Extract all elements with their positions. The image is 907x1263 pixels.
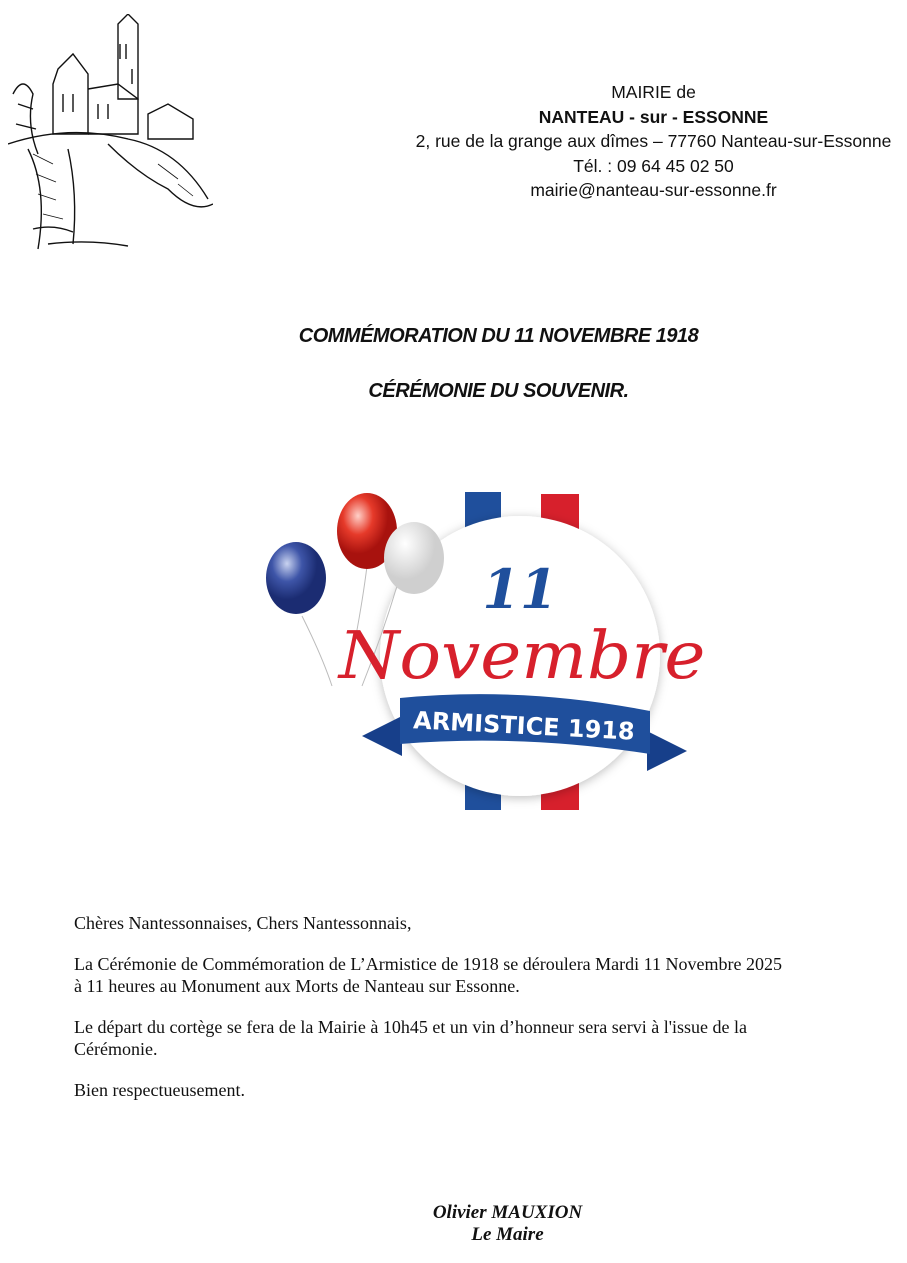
balloon-blue [266,542,326,614]
closing: Bien respectueusement. [74,1080,245,1100]
day-number: 11 [482,557,558,621]
letter-body [74,912,894,1120]
paragraph-procession [74,1016,894,1060]
email: mairie@nanteau-sur-essonne.fr [530,180,777,200]
signature-block [400,1202,615,1246]
paragraph-ceremony [74,953,894,997]
document-subtitle: CÉRÉMONIE DU SOUVENIR. [368,380,629,402]
town-hall-header [400,80,907,203]
town-name: NANTEAU - sur - ESSONNE [538,106,769,127]
paragraph1-line2: à 11 heures au Monument aux Morts de Nanteau sur Essonne. [74,976,520,996]
paragraph2-line2: Cérémonie. [74,1039,158,1059]
balloon-white [384,522,444,594]
address: 2, rue de la grange aux dîmes – 77760 Nanteau-sur-Essonne [415,131,892,151]
greeting: Chères Nantessonnaises, Chers Nantessonnais, [74,913,412,933]
armistice-illustration [262,486,732,814]
signatory-name: Olivier MAUXION [432,1202,583,1223]
document-title: COMMÉMORATION DU 11 NOVEMBRE 1918 [298,325,699,347]
banner-text: ARMISTICE 1918 [412,706,636,746]
signatory-role: Le Maire [471,1224,544,1245]
phone: Tél. : 09 64 45 02 50 [573,155,734,176]
paragraph2-line1: Le départ du cortège se fera de la Mairie à 10h45 et un vin d’honneur sera servi à l'issue de la [74,1017,747,1037]
header-line1: MAIRIE de [611,82,696,102]
church-sketch-logo [8,14,213,254]
month-script: Novembre [338,616,706,694]
paragraph1-line1: La Cérémonie de Commémoration de L’Armistice de 1918 se déroulera Mardi 11 Novembre 2025 [74,954,782,974]
